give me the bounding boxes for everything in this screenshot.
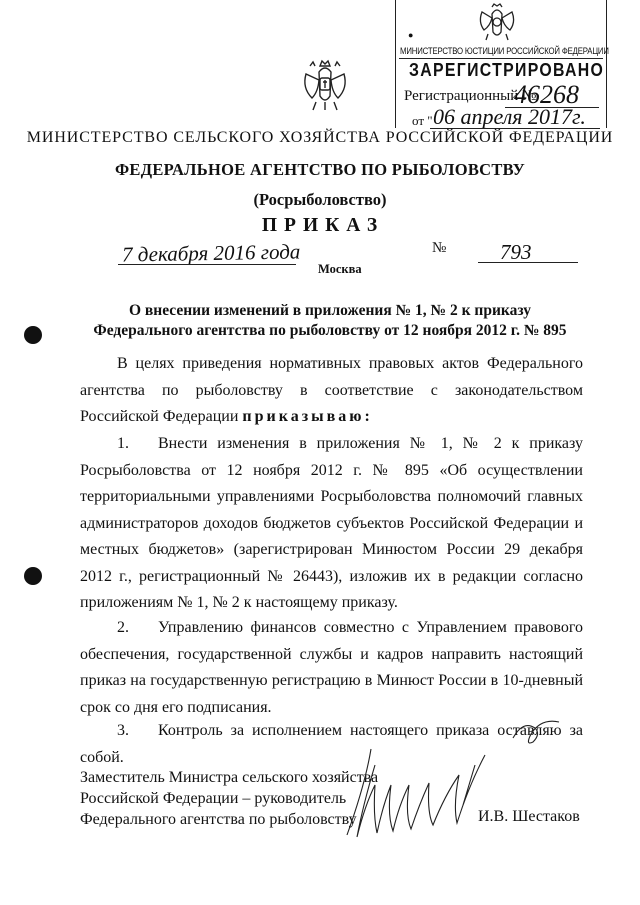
- document-title: ПРИКАЗ: [261, 215, 385, 236]
- order-date-underline: [118, 264, 296, 265]
- intro-text: В целях приведения нормативных правовых актов Федерального агентства по рыболовству в соответствие с законодательством Российской Федерации: [80, 355, 583, 425]
- item-paragraph-2: [80, 615, 583, 721]
- position-line-1: Заместитель Министра сельского хозяйства: [80, 769, 379, 786]
- item-text: Внести изменения в приложения № 1, № 2 к приказу Росрыболовства от 12 ноября 2012 г. № 895 «Об осуществлении территориальными управлениями Росрыболовства полномочий главных администраторов доходов бюджетов субъектов Российской Федерации и местных бюджетов» (зарегистрирован Минюстом России 29 декабря 2012 г., регистрационный № 26443), изложив их в редакции согласно приложениям № 1, № 2 к настоящему приказу.: [80, 435, 583, 611]
- stamp-dot: ●: [408, 30, 414, 40]
- position-line-2: Российской Федерации – руководитель: [80, 790, 347, 807]
- order-date: 7 декабря 2016 года: [121, 239, 301, 267]
- intro-paragraph: [80, 351, 583, 431]
- item-text: Управлению финансов совместно с Управлением правового обеспечения, государственной службы и кадров направить настоящий приказ на государственную регистрацию в Минюст России в 10-дневный срок со дня его подписания.: [80, 619, 583, 716]
- handwritten-signature: [335, 745, 495, 840]
- handwritten-mark: [511, 716, 561, 746]
- item-text: Контроль за исполнением настоящего приказа оставляю за собой.: [80, 722, 583, 766]
- stamp-registered-text: ЗАРЕГИСТРИРОВАНО: [409, 60, 605, 80]
- punch-hole: [24, 326, 42, 344]
- coat-of-arms-icon: [300, 58, 350, 113]
- agency-name: ФЕДЕРАЛЬНОЕ АГЕНТСТВО ПО РЫБОЛОВСТВУ: [114, 160, 526, 179]
- item-paragraph-3: [80, 718, 583, 771]
- item-paragraph-1: [80, 431, 583, 617]
- ministry-name: МИНИСТЕРСТВО СЕЛЬСКОГО ХОЗЯЙСТВА РОССИЙСКОЙ ФЕДЕРАЦИИ: [26, 129, 614, 146]
- stamp-divider: [399, 58, 603, 59]
- stamp-date-value: 06 апреля 2017г.: [433, 104, 586, 129]
- stamp-regnum-label: Регистрационный №: [404, 88, 537, 104]
- punch-hole: [24, 567, 42, 585]
- order-number-underline: [478, 262, 578, 263]
- order-city: Москва: [318, 262, 362, 276]
- position-line-3: Федерального агентства по рыболовству: [80, 811, 357, 828]
- subject-line-2: Федерального агентства по рыболовству от 12 ноября 2012 г. № 895: [93, 322, 567, 339]
- item-number: 1.: [117, 435, 129, 452]
- signatory-name: И.В. Шестаков: [478, 808, 580, 825]
- stamp-emblem-icon: [474, 2, 520, 44]
- order-subject: [60, 301, 600, 341]
- stamp-regnum-value: 46268: [514, 80, 579, 109]
- stamp-ministry-text: МИНИСТЕРСТВО ЮСТИЦИИ РОССИЙСКОЙ ФЕДЕРАЦИИ: [400, 46, 609, 57]
- item-number: 3.: [117, 722, 129, 739]
- signatory-position: [80, 767, 378, 830]
- item-number: 2.: [117, 619, 129, 636]
- stamp-date-prefix: от ": [412, 113, 433, 128]
- subject-line-1: О внесении изменений в приложения № 1, № 2 к приказу: [128, 302, 531, 319]
- order-number-label: №: [432, 240, 447, 256]
- order-number: 793: [500, 240, 532, 264]
- agency-short-name: (Росрыболовство): [253, 190, 387, 209]
- intro-emphasis: приказываю:: [242, 408, 373, 425]
